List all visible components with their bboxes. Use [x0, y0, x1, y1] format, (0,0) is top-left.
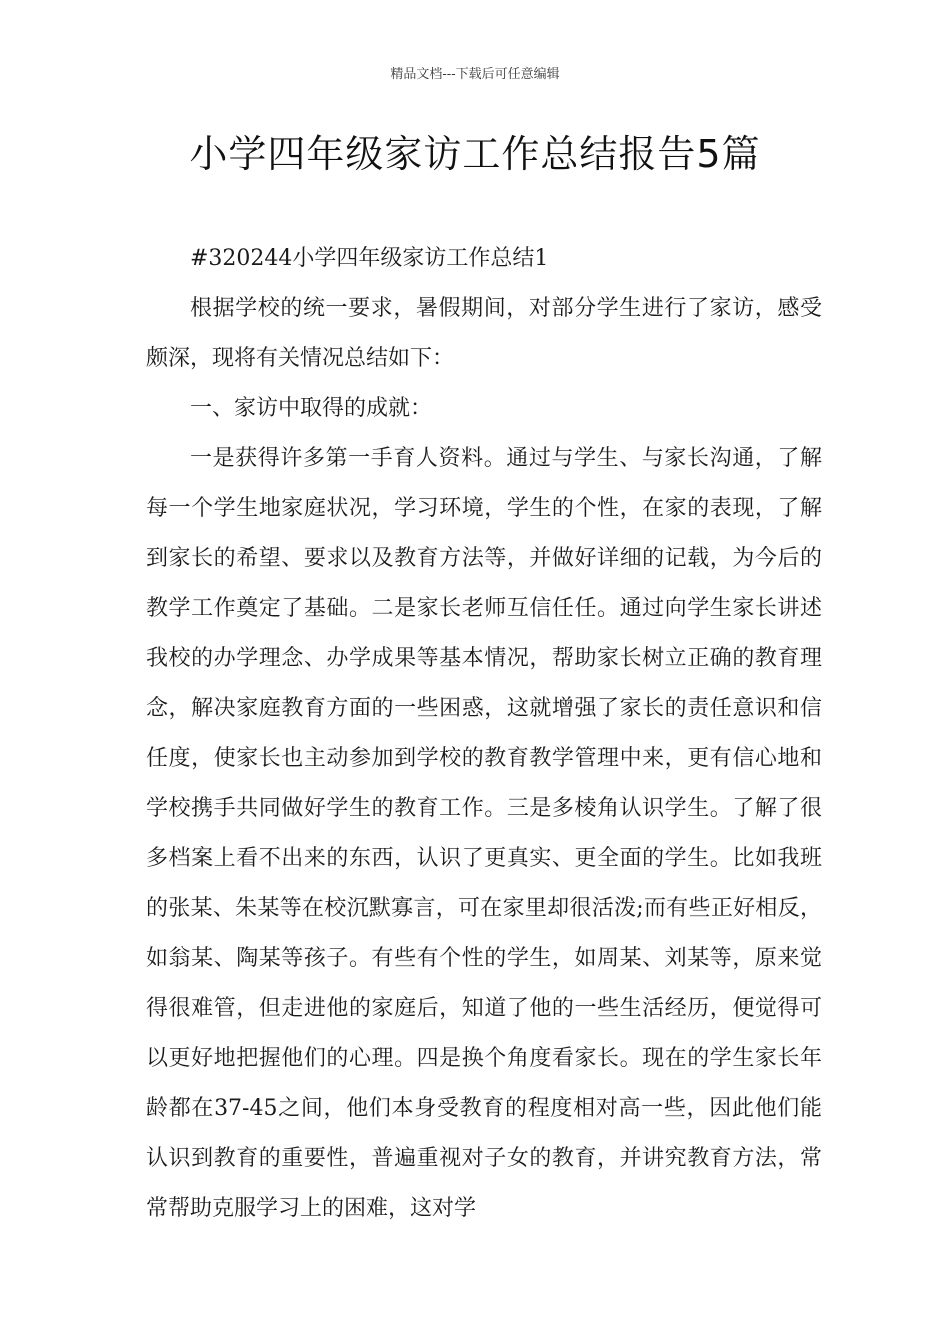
- subsection-heading: 一、家访中取得的成就：: [190, 396, 433, 421]
- page-header-note: 精品文档---下载后可任意编辑: [390, 67, 560, 82]
- body-paragraph: 根据学校的统一要求，暑假期间，对部分学生进行了家访，感受颇深，现将有关情况总结如下：: [146, 296, 822, 371]
- document-title: 小学四年级家访工作总结报告5篇: [189, 132, 761, 176]
- body-paragraph: 一是获得许多第一手育人资料。通过与学生、与家长沟通，了解每一个学生地家庭状况，学习环境，学生的个性，在家的表现，了解到家长的希望、要求以及教育方法等，并做好详细的记载，为今后的教学工作奠定了基础。二是家长老师互信任任。通过向学生家长讲述我校的办学理念、办学成果等基本情况，帮助家长树立正确的教育理念，解决家庭教育方面的一些困惑，这就增强了家长的责任意识和信任度，使家长也主动参加到学校的教育教学管理中来，更有信心地和学校携手共同做好学生的教育工作。三是多棱角认识学生。了解了很多档案上看不出来的东西，认识了更真实、更全面的学生。比如我班的张某、朱某等在校沉默寡言，可在家里却很活泼;而有些正好相反，如翁某、陶某等孩子。有些有个性的学生，如周某、刘某等，原来觉得很难管，但走进他的家庭后，知道了他的一些生活经历，便觉得可以更好地把握他们的心理。四是换个角度看家长。现在的学生家长年龄都在37-45之间，他们本身受教育的程度相对高一些，因此他们能认识到教育的重要性，普遍重视对子女的教育，并讲究教育方法，常常帮助克服学习上的困难，这对学: [146, 446, 822, 1221]
- document-body: [146, 234, 822, 1234]
- section-heading: #320244小学四年级家访工作总结1: [190, 246, 549, 271]
